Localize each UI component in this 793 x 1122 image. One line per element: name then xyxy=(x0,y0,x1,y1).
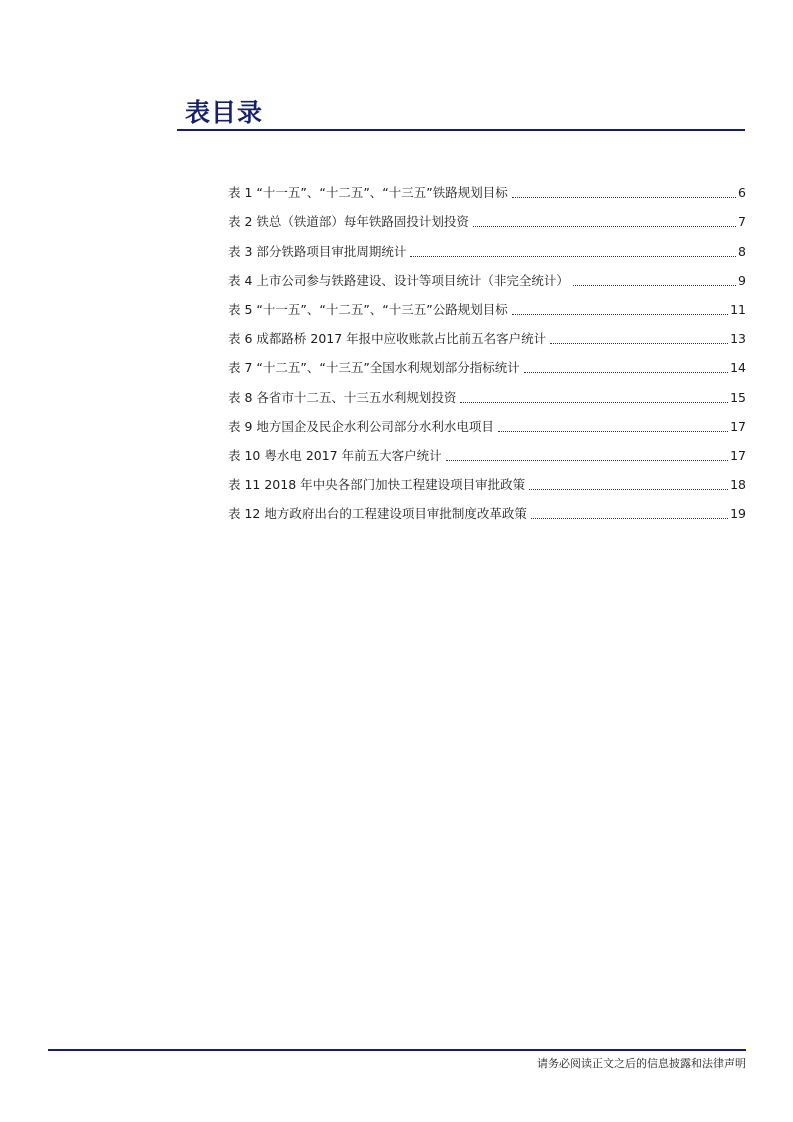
toc-entry-page: 8 xyxy=(738,243,746,259)
toc-entry-label: 表 9 地方国企及民企水利公司部分水利水电项目 xyxy=(228,418,494,434)
toc-entry[interactable] xyxy=(228,232,746,261)
toc-leader-dots xyxy=(512,313,728,315)
toc-entry-label: 表 4 上市公司参与铁路建设、设计等项目统计（非完全统计） xyxy=(228,272,569,288)
toc-entry[interactable] xyxy=(228,437,746,466)
table-of-contents xyxy=(228,174,746,524)
footer-rule xyxy=(48,1049,746,1051)
toc-entry-page: 11 xyxy=(730,301,746,317)
toc-entry[interactable] xyxy=(228,378,746,407)
toc-leader-dots xyxy=(410,255,736,257)
toc-entry-label: 表 2 铁总（铁道部）每年铁路固投计划投资 xyxy=(228,214,469,230)
toc-entry-label: 表 3 部分铁路项目审批周期统计 xyxy=(228,243,407,259)
toc-leader-dots xyxy=(550,342,728,344)
toc-leader-dots xyxy=(446,459,728,461)
toc-entry-label: 表 11 2018 年中央各部门加快工程建设项目审批政策 xyxy=(228,477,526,493)
toc-entry[interactable] xyxy=(228,174,746,203)
page-heading: 表目录 xyxy=(185,98,264,127)
toc-entry-label: 表 12 地方政府出台的工程建设项目审批制度改革政策 xyxy=(228,506,527,522)
toc-entry-page: 9 xyxy=(738,272,746,288)
toc-entry-label: 表 1 “十一五”、“十二五”、“十三五”铁路规划目标 xyxy=(228,185,508,201)
toc-entry[interactable] xyxy=(228,203,746,232)
toc-entry-page: 14 xyxy=(730,360,746,376)
toc-entry[interactable] xyxy=(228,262,746,291)
toc-entry[interactable] xyxy=(228,349,746,378)
toc-entry-page: 17 xyxy=(730,418,746,434)
toc-leader-dots xyxy=(460,401,728,403)
toc-entry-label: 表 6 成都路桥 2017 年报中应收账款占比前五名客户统计 xyxy=(228,331,547,347)
toc-leader-dots xyxy=(573,284,736,286)
toc-entry-page: 17 xyxy=(730,447,746,463)
heading-rule xyxy=(177,129,745,131)
toc-leader-dots xyxy=(524,371,728,373)
toc-entry-page: 7 xyxy=(738,214,746,230)
toc-entry[interactable] xyxy=(228,291,746,320)
toc-leader-dots xyxy=(512,196,736,198)
toc-leader-dots xyxy=(473,225,736,227)
toc-entry-page: 18 xyxy=(730,477,746,493)
toc-entry-page: 15 xyxy=(730,389,746,405)
toc-entry[interactable] xyxy=(228,408,746,437)
toc-leader-dots xyxy=(498,430,728,432)
toc-entry[interactable] xyxy=(228,495,746,524)
toc-leader-dots xyxy=(529,488,728,490)
toc-entry-label: 表 8 各省市十二五、十三五水利规划投资 xyxy=(228,389,457,405)
toc-entry-page: 6 xyxy=(738,185,746,201)
toc-entry-page: 19 xyxy=(730,506,746,522)
toc-entry-label: 表 10 粤水电 2017 年前五大客户统计 xyxy=(228,447,442,463)
toc-entry[interactable] xyxy=(228,466,746,495)
toc-entry[interactable] xyxy=(228,320,746,349)
toc-entry-page: 13 xyxy=(730,331,746,347)
toc-leader-dots xyxy=(531,517,728,519)
toc-entry-label: 表 7 “十二五”、“十三五”全国水利规划部分指标统计 xyxy=(228,360,520,376)
disclaimer-note: 请务必阅读正文之后的信息披露和法律声明 xyxy=(537,1057,746,1070)
toc-entry-label: 表 5 “十一五”、“十二五”、“十三五”公路规划目标 xyxy=(228,301,508,317)
